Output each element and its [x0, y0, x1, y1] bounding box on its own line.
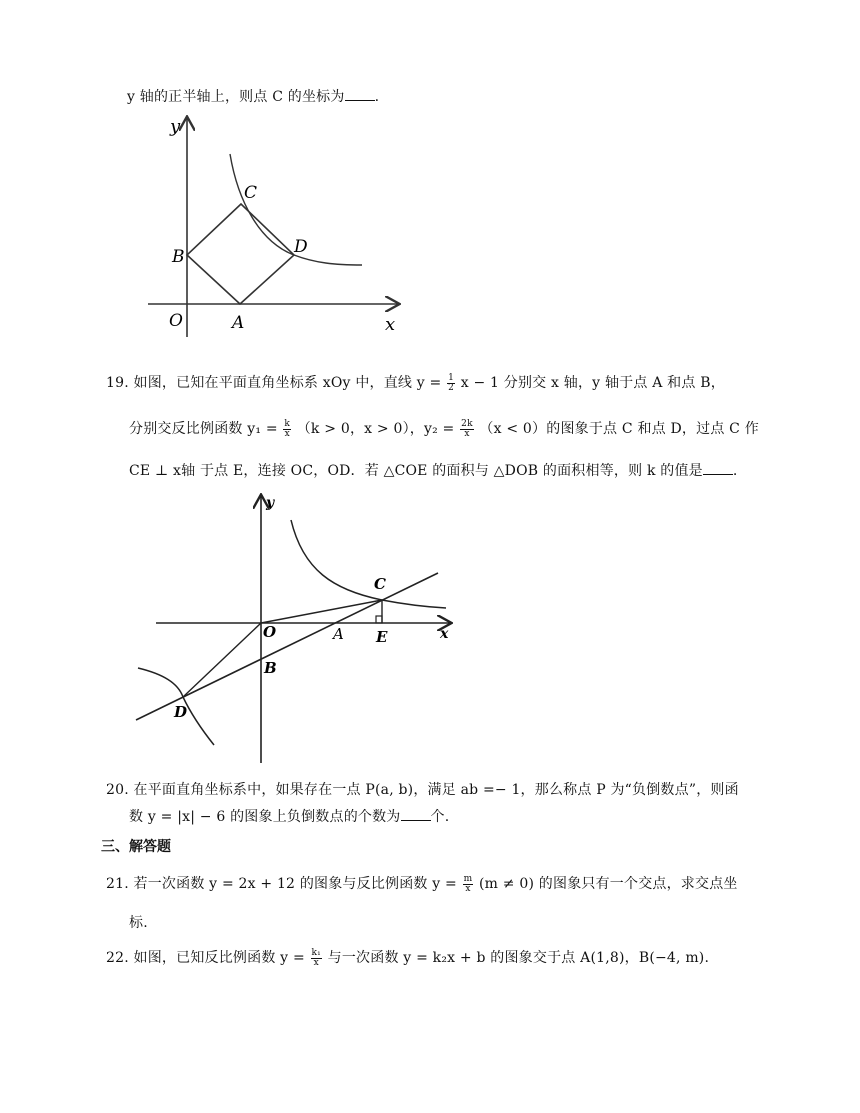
figure-square-hyperbola: [140, 112, 420, 347]
label-C: C: [244, 183, 258, 203]
label-B: B: [264, 659, 277, 677]
hyperbola-branch-right: [291, 520, 446, 608]
q22-line1: 22. 如图，已知反比例函数 y = $\frac{\text{k₁}}{x}$ 与一次函数 y = k₂x + b 的图象交于点 A(1,8)，B(−4, m).: [106, 947, 710, 968]
q19-line3: CE ⊥ x轴 于点 E，连接 OC，OD．若 △COE 的面积与 △DOB 的面积相等，则 k 的值是 .: [129, 460, 738, 480]
fraction-k1-over-x: $\frac{\text{k₁}}{x}$: [311, 947, 321, 968]
q20-line1: 20. 在平面直角坐标系中，如果存在一点 P(a, b)，满足 ab =− 1，那么称点 P 为“负倒数点”，则函: [106, 782, 739, 798]
label-C: C: [374, 575, 386, 593]
fraction-k-over-x: $\frac{k}{x}$: [284, 418, 291, 439]
label-B: B: [172, 247, 185, 267]
right-angle-mark: [376, 616, 382, 623]
q18-text: y 轴的正半轴上，则点 C 的坐标为 .: [127, 86, 379, 106]
label-x: x: [440, 626, 449, 642]
answer-blank: [401, 806, 431, 821]
figure-line-hyperbolas: [128, 490, 463, 770]
q21-line2: 标.: [129, 915, 148, 931]
section-heading: 三、解答题: [101, 839, 171, 855]
label-y: y: [170, 116, 181, 137]
fraction-m-over-x: $\frac{m}{x}$: [463, 873, 473, 894]
q19-line1: 19. 如图，已知在平面直角坐标系 xOy 中，直线 y = $\frac{1}{2}$ x − 1 分别交 x 轴，y 轴于点 A 和点 B，: [106, 372, 725, 393]
segment-OD: [183, 623, 261, 697]
q21-line1: 21. 若一次函数 y = 2x + 12 的图象与反比例函数 y = $\frac{m}{x}$ (m ≠ 0) 的图象只有一个交点，求交点坐: [106, 873, 738, 894]
q19-line2: 分别交反比例函数 y₁ = $\frac{k}{x}$ （k > 0，x > 0），y₂ = $\frac{2k}{x}$ （x < 0）的图象于点 C 和点 D，过点 C 作: [129, 418, 759, 439]
label-D: D: [174, 703, 188, 721]
answer-blank: [703, 460, 733, 475]
label-x: x: [385, 314, 396, 335]
square-ABCD: [187, 204, 294, 304]
segment-OC: [261, 600, 382, 623]
label-A: A: [232, 313, 245, 333]
fraction-2k-over-x: $\frac{2k}{x}$: [461, 418, 473, 439]
label-A: A: [333, 625, 344, 643]
label-E: E: [376, 628, 388, 646]
label-O: O: [169, 311, 183, 331]
q20-line2: 数 y = |x| − 6 的图象上负倒数点的个数为 个.: [129, 806, 449, 826]
answer-blank: [345, 86, 375, 101]
label-y: y: [266, 495, 275, 511]
label-D: D: [294, 237, 308, 257]
line-y-half-x-minus-1: [136, 573, 438, 720]
label-O: O: [263, 623, 277, 641]
fraction-one-half: $\frac{1}{2}$: [448, 372, 455, 393]
